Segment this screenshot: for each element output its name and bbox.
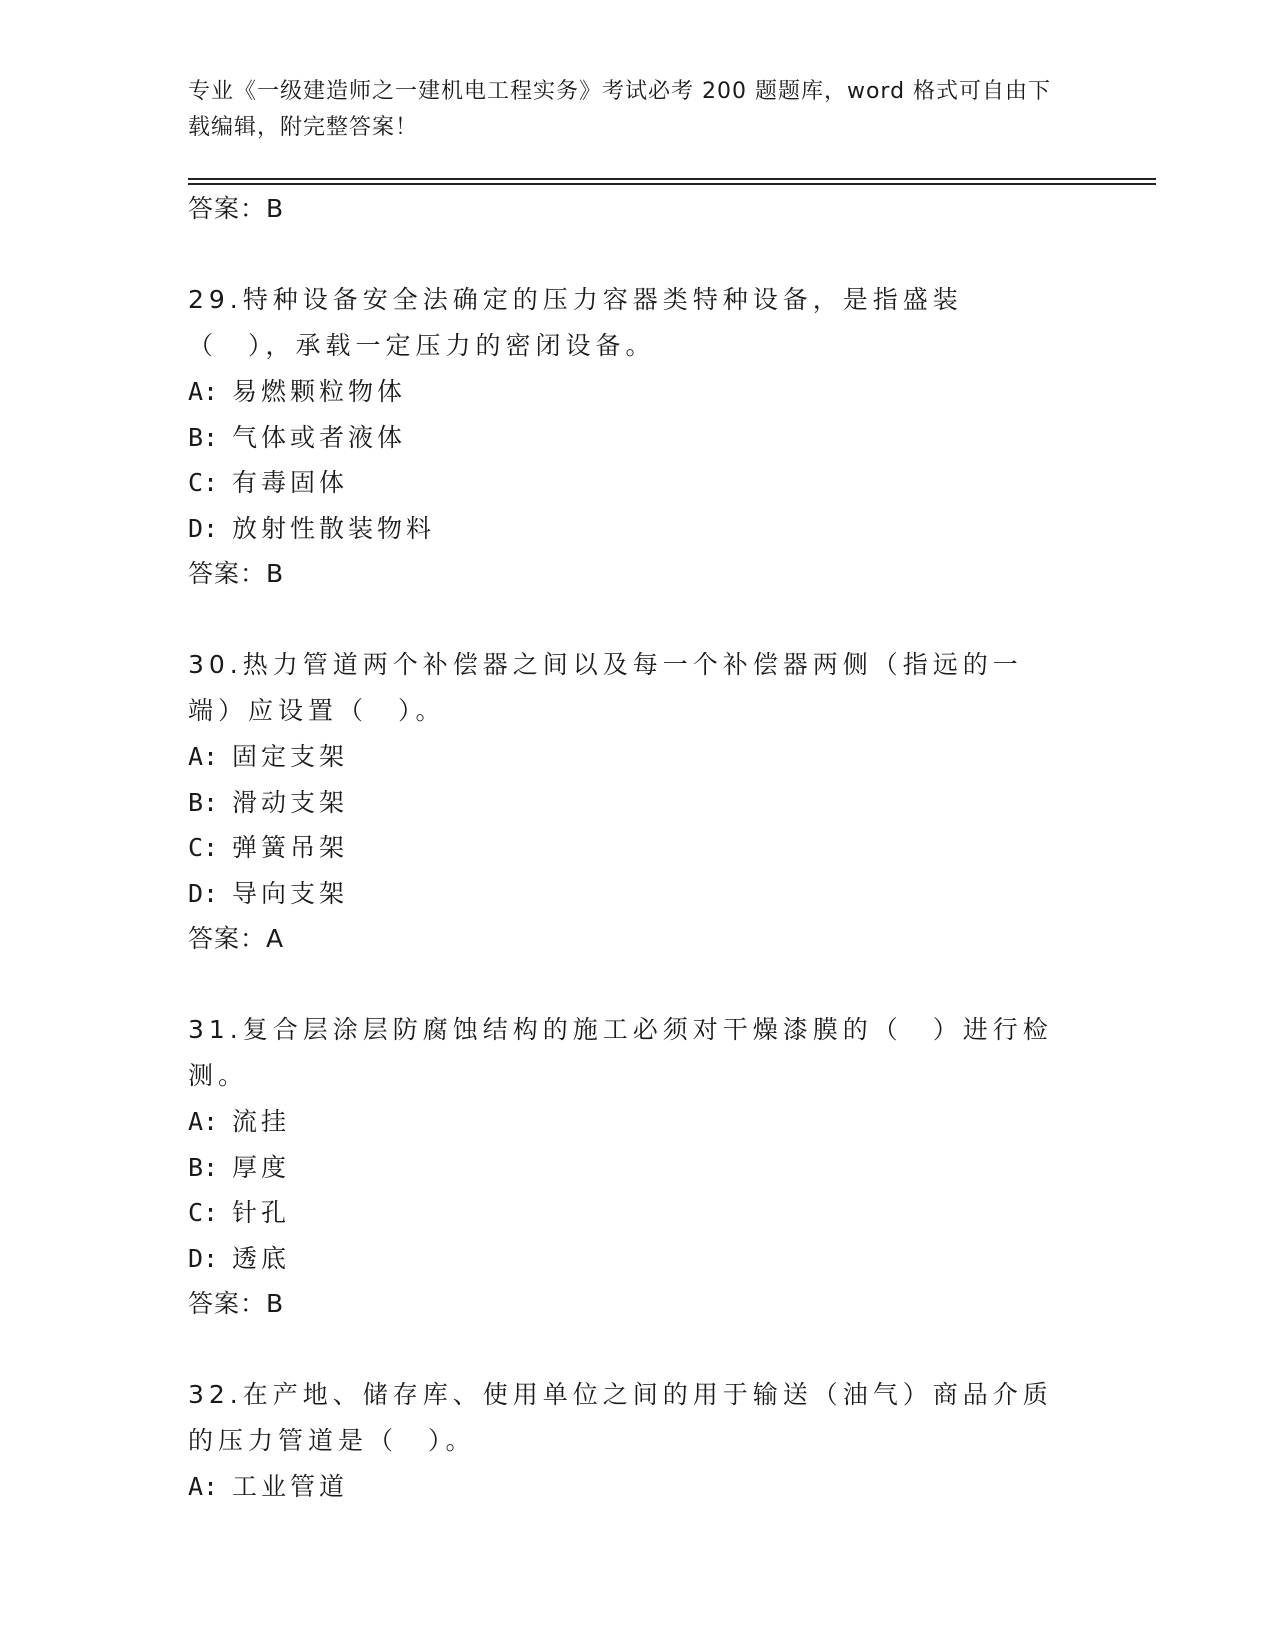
option-text: 滑动支架: [232, 787, 349, 817]
option-letter: B:: [188, 1152, 219, 1182]
option-text: 固定支架: [232, 742, 349, 771]
option-text: 厚度: [232, 1152, 291, 1182]
option-letter: A:: [188, 1472, 219, 1501]
page-header: 专业《一级建造师之一建机电工程实务》考试必考 200 题题库，word 格式可自由下载编辑，附完整答案！: [188, 79, 1052, 140]
answer-line: 答案：A: [188, 924, 285, 953]
document-body: [188, 186, 1068, 1510]
question-text: 29.特种设备安全法确定的压力容器类特种设备，是指盛装（ ），承载一定压力的密闭设备。: [188, 285, 963, 360]
answer-line: 答案：B: [188, 194, 285, 223]
option-letter: A:: [188, 377, 219, 406]
option-text: 弹簧吊架: [232, 833, 349, 862]
option-letter: A:: [188, 742, 219, 771]
header-divider: [188, 183, 1156, 185]
question-text: 31.复合层涂层防腐蚀结构的施工必须对干燥漆膜的（ ）进行检测。: [188, 1015, 1053, 1090]
option-letter: A:: [188, 1107, 219, 1136]
option-b: [188, 780, 1068, 826]
option-c: [188, 460, 1068, 506]
option-b: [188, 415, 1068, 461]
option-a: [188, 1099, 1068, 1145]
question-block: [188, 642, 1068, 961]
question-block: [188, 1007, 1068, 1326]
question-block: [188, 277, 1068, 596]
option-text: 透底: [232, 1243, 291, 1273]
header-divider: [188, 178, 1156, 180]
option-letter: C:: [188, 833, 219, 862]
option-text: 导向支架: [232, 878, 349, 908]
option-text: 流挂: [232, 1107, 291, 1136]
question-text: 30.热力管道两个补偿器之间以及每一个补偿器两侧（指远的一端）应设置（ ）。: [188, 650, 1023, 725]
option-b: [188, 1145, 1068, 1191]
option-text: 放射性散装物料: [232, 513, 436, 543]
option-letter: D:: [188, 513, 219, 543]
option-d: [188, 506, 1068, 552]
question-text: 32.在产地、储存库、使用单位之间的用于输送（油气）商品介质的压力管道是（ ）。: [188, 1380, 1053, 1455]
option-text: 易燃颗粒物体: [232, 377, 407, 406]
option-text: 针孔: [232, 1198, 291, 1227]
option-letter: C:: [188, 1198, 219, 1227]
option-d: [188, 871, 1068, 917]
option-text: 气体或者液体: [232, 422, 407, 452]
option-letter: B:: [188, 787, 219, 817]
option-d: [188, 1236, 1068, 1282]
answer-line: 答案：B: [188, 559, 285, 588]
option-c: [188, 1190, 1068, 1236]
option-text: 有毒固体: [232, 468, 349, 497]
option-c: [188, 825, 1068, 871]
option-letter: D:: [188, 1243, 219, 1273]
option-letter: D:: [188, 878, 219, 908]
option-letter: C:: [188, 468, 219, 497]
option-a: [188, 734, 1068, 780]
option-letter: B:: [188, 422, 219, 452]
option-text: 工业管道: [232, 1472, 349, 1501]
question-block: [188, 1372, 1068, 1510]
option-a: [188, 1464, 1068, 1510]
answer-line: 答案：B: [188, 1289, 285, 1318]
option-a: [188, 369, 1068, 415]
